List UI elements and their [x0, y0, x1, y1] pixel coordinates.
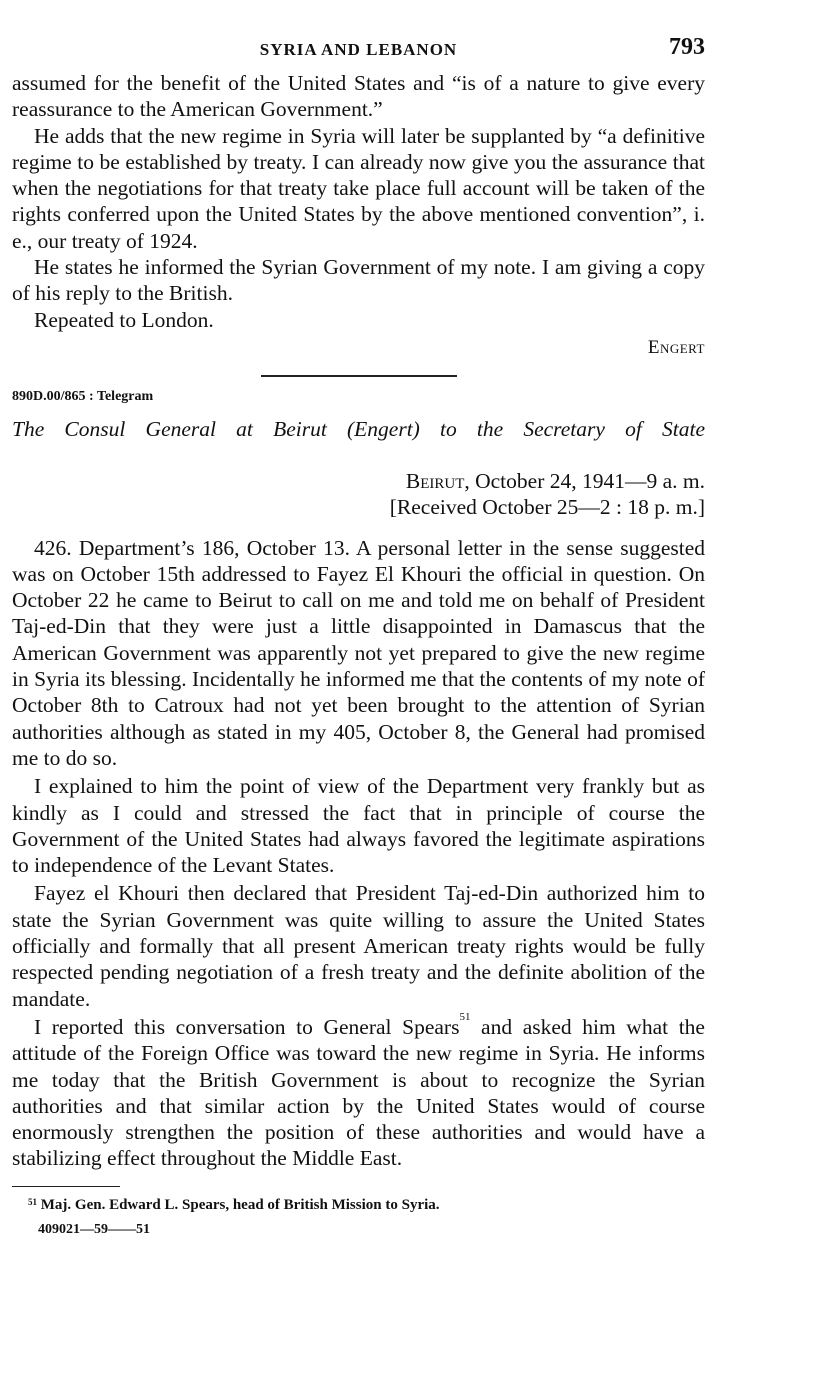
body-paragraph: He adds that the new regime in Syria will later be supplanted by “a definitive regime to be established by treaty. I can already now give you the assurance that when the negotiations for that treaty take place full account will be taken of the rights conferred upon the United States by the above mentioned convention”, i. e., our treaty of 1924. — [12, 123, 705, 253]
paragraph-text: and asked him what the attitude of the Foreign Office was toward the new regime in Syria. He informs me today that the British Government is about to recognize the Syrian authorities and that similar action by the United States would of course enormously strengthen the position of these authorities and would have a stabilizing effect throughout the Middle East. — [12, 1014, 705, 1171]
body-paragraph: 426. Department’s 186, October 13. A personal letter in the sense suggested was on October 15th addressed to Fayez El Khouri the official in question. On October 22 he came to Beirut to call on me and told me on behalf of President Taj-ed-Din that they were just a little disappointed in Damascus that the American Government was apparently not yet prepared to give the new regime in Syria its blessing. Incidentally he informed me that the contents of my note of October 8th to Catroux had not yet been brought to the attention of Syrian authorities although as stated in my 405, October 8, the General had promised me to do so. — [12, 535, 705, 770]
print-code: 409021—59——51 — [38, 1221, 150, 1237]
document-page — [12, 30, 705, 1238]
footnote-rule — [12, 1186, 120, 1187]
file-reference: 890D.00/865 : Telegram — [12, 388, 154, 404]
body-paragraph: I explained to him the point of view of the Department very frankly but as kindly as I could and stressed the fact that in principle of course the Government of the United States had always favored the legitimate aspirations to independence of the Levant States. — [12, 774, 705, 878]
document-separator — [261, 375, 457, 377]
footnote-reference[interactable]: 51 — [459, 1010, 471, 1023]
footnote-text: Maj. Gen. Edward L. Spears, head of British Mission to Syria. — [37, 1196, 440, 1213]
telegram-body — [12, 535, 705, 1172]
running-head — [12, 30, 705, 70]
previous-document-continuation — [12, 70, 705, 359]
body-paragraph — [12, 1010, 705, 1172]
footnote — [12, 1197, 705, 1214]
continuation-paragraph: assumed for the benefit of the United States and “is of a nature to give every reassurance to the American Government.” — [12, 71, 705, 122]
footnote-number: 51 — [28, 1196, 37, 1207]
dateline-place: Beirut — [405, 468, 465, 493]
body-paragraph: He states he informed the Syrian Government of my note. I am giving a copy of his reply to the British. — [12, 255, 705, 306]
document-heading: The Consul General at Beirut (Engert) to the Secretary of State — [12, 416, 705, 441]
received-line: [Received October 25—2 : 18 p. m.] — [389, 495, 705, 520]
dateline — [12, 468, 705, 494]
page-number: 793 — [669, 34, 705, 60]
running-title: SYRIA AND LEBANON — [259, 40, 458, 59]
paragraph-text: I reported this conversation to General Spears — [34, 1014, 460, 1039]
signature: Engert — [647, 336, 705, 358]
dateline-date: , October 24, 1941—9 a. m. — [464, 468, 705, 493]
body-paragraph: Repeated to London. — [34, 307, 214, 332]
body-paragraph: Fayez el Khouri then declared that President Taj-ed-Din authorized him to state the Syrian Government was quite willing to assure the United States officially and formally that all present American treaty rights would be fully respected pending negotiation of a fresh treaty and the definite abolition of the mandate. — [12, 881, 705, 1011]
